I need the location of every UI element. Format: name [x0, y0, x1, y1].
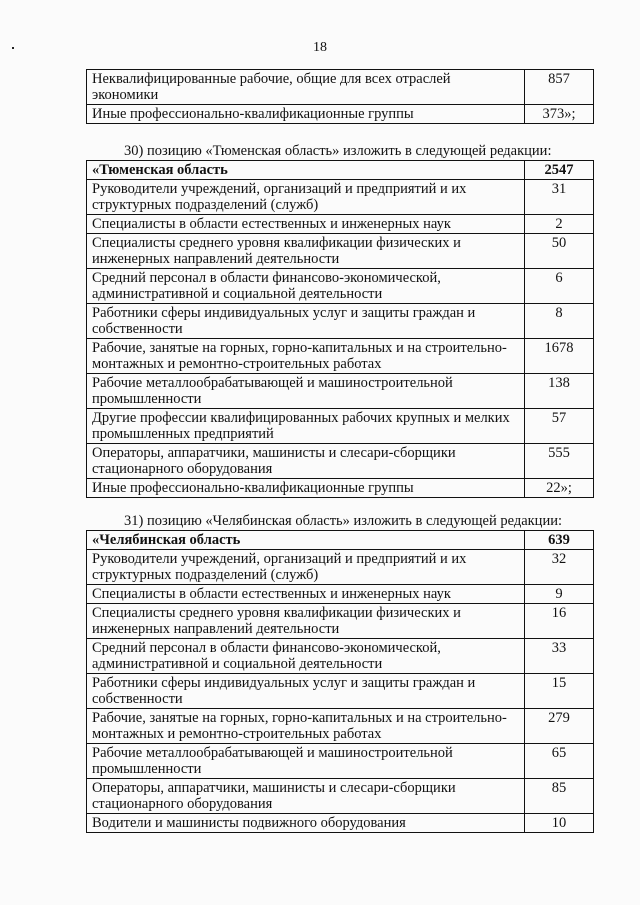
row-name: Специалисты среднего уровня квалификации физических и инженерных направлений деятельности — [87, 234, 525, 269]
table-row — [87, 180, 594, 215]
row-name: Рабочие металлообрабатывающей и машиностроительной промышленности — [87, 374, 525, 409]
table-header-row — [87, 531, 594, 550]
row-name: Работники сферы индивидуальных услуг и защиты граждан и собственности — [87, 674, 525, 709]
table-row — [87, 339, 594, 374]
table-row — [87, 585, 594, 604]
table-row — [87, 444, 594, 479]
table-row — [87, 105, 594, 124]
top-table — [86, 69, 594, 124]
table-row — [87, 215, 594, 234]
row-value: 50 — [525, 234, 594, 269]
row-name: Рабочие, занятые на горных, горно-капитальных и на строительно-монтажных и ремонтно-строительных работах — [87, 709, 525, 744]
region-name: «Тюменская область — [87, 161, 525, 180]
row-value: 373»; — [525, 105, 594, 124]
row-value: 10 — [525, 814, 594, 833]
table-row — [87, 550, 594, 585]
table-row — [87, 234, 594, 269]
table-row — [87, 304, 594, 339]
region-name: «Челябинская область — [87, 531, 525, 550]
tyumen-table — [86, 160, 594, 498]
region-total: 639 — [525, 531, 594, 550]
table-row — [87, 779, 594, 814]
row-value: 32 — [525, 550, 594, 585]
row-value: 57 — [525, 409, 594, 444]
row-value: 9 — [525, 585, 594, 604]
table-row — [87, 814, 594, 833]
row-name: Специалисты среднего уровня квалификации физических и инженерных направлений деятельности — [87, 604, 525, 639]
table-row — [87, 744, 594, 779]
table-header-row — [87, 161, 594, 180]
row-value: 33 — [525, 639, 594, 674]
row-value: 1678 — [525, 339, 594, 374]
row-value: 6 — [525, 269, 594, 304]
row-value: 15 — [525, 674, 594, 709]
table-row — [87, 409, 594, 444]
page-number: 18 — [313, 40, 327, 55]
row-value: 138 — [525, 374, 594, 409]
row-value: 857 — [525, 70, 594, 105]
row-name: Специалисты в области естественных и инженерных наук — [87, 585, 525, 604]
row-name: Операторы, аппаратчики, машинисты и слесари-сборщики стационарного оборудования — [87, 779, 525, 814]
chelyabinsk-table — [86, 530, 594, 833]
table-row — [87, 604, 594, 639]
row-value: 279 — [525, 709, 594, 744]
row-name: Неквалифицированные рабочие, общие для всех отраслей экономики — [87, 70, 525, 105]
row-name: Операторы, аппаратчики, машинисты и слесари-сборщики стационарного оборудования — [87, 444, 525, 479]
row-value: 16 — [525, 604, 594, 639]
row-value: 2 — [525, 215, 594, 234]
row-name: Водители и машинисты подвижного оборудования — [87, 814, 525, 833]
row-value: 31 — [525, 180, 594, 215]
table-row — [87, 479, 594, 498]
row-name: Иные профессионально-квалификационные группы — [87, 105, 525, 124]
section-31-intro: 31) позицию «Челябинская область» изложить в следующей редакции: — [124, 513, 562, 529]
table-row — [87, 674, 594, 709]
table-row — [87, 374, 594, 409]
row-name: Рабочие металлообрабатывающей и машиностроительной промышленности — [87, 744, 525, 779]
row-name: Работники сферы индивидуальных услуг и защиты граждан и собственности — [87, 304, 525, 339]
row-name: Средний персонал в области финансово-экономической, административной и социальной деятельности — [87, 639, 525, 674]
row-name: Руководители учреждений, организаций и предприятий и их структурных подразделений (служб) — [87, 180, 525, 215]
row-value: 22»; — [525, 479, 594, 498]
table-row — [87, 709, 594, 744]
row-value: 8 — [525, 304, 594, 339]
region-total: 2547 — [525, 161, 594, 180]
row-name: Иные профессионально-квалификационные группы — [87, 479, 525, 498]
row-value: 85 — [525, 779, 594, 814]
table-row — [87, 269, 594, 304]
row-name: Средний персонал в области финансово-экономической, административной и социальной деятельности — [87, 269, 525, 304]
section-30-intro: 30) позицию «Тюменская область» изложить в следующей редакции: — [124, 143, 552, 159]
row-name: Специалисты в области естественных и инженерных наук — [87, 215, 525, 234]
row-name: Рабочие, занятые на горных, горно-капитальных и на строительно-монтажных и ремонтно-строительных работах — [87, 339, 525, 374]
table-row — [87, 639, 594, 674]
row-value: 65 — [525, 744, 594, 779]
row-name: Руководители учреждений, организаций и предприятий и их структурных подразделений (служб) — [87, 550, 525, 585]
row-name: Другие профессии квалифицированных рабочих крупных и мелких промышленных предприятий — [87, 409, 525, 444]
row-value: 555 — [525, 444, 594, 479]
table-row — [87, 70, 594, 105]
